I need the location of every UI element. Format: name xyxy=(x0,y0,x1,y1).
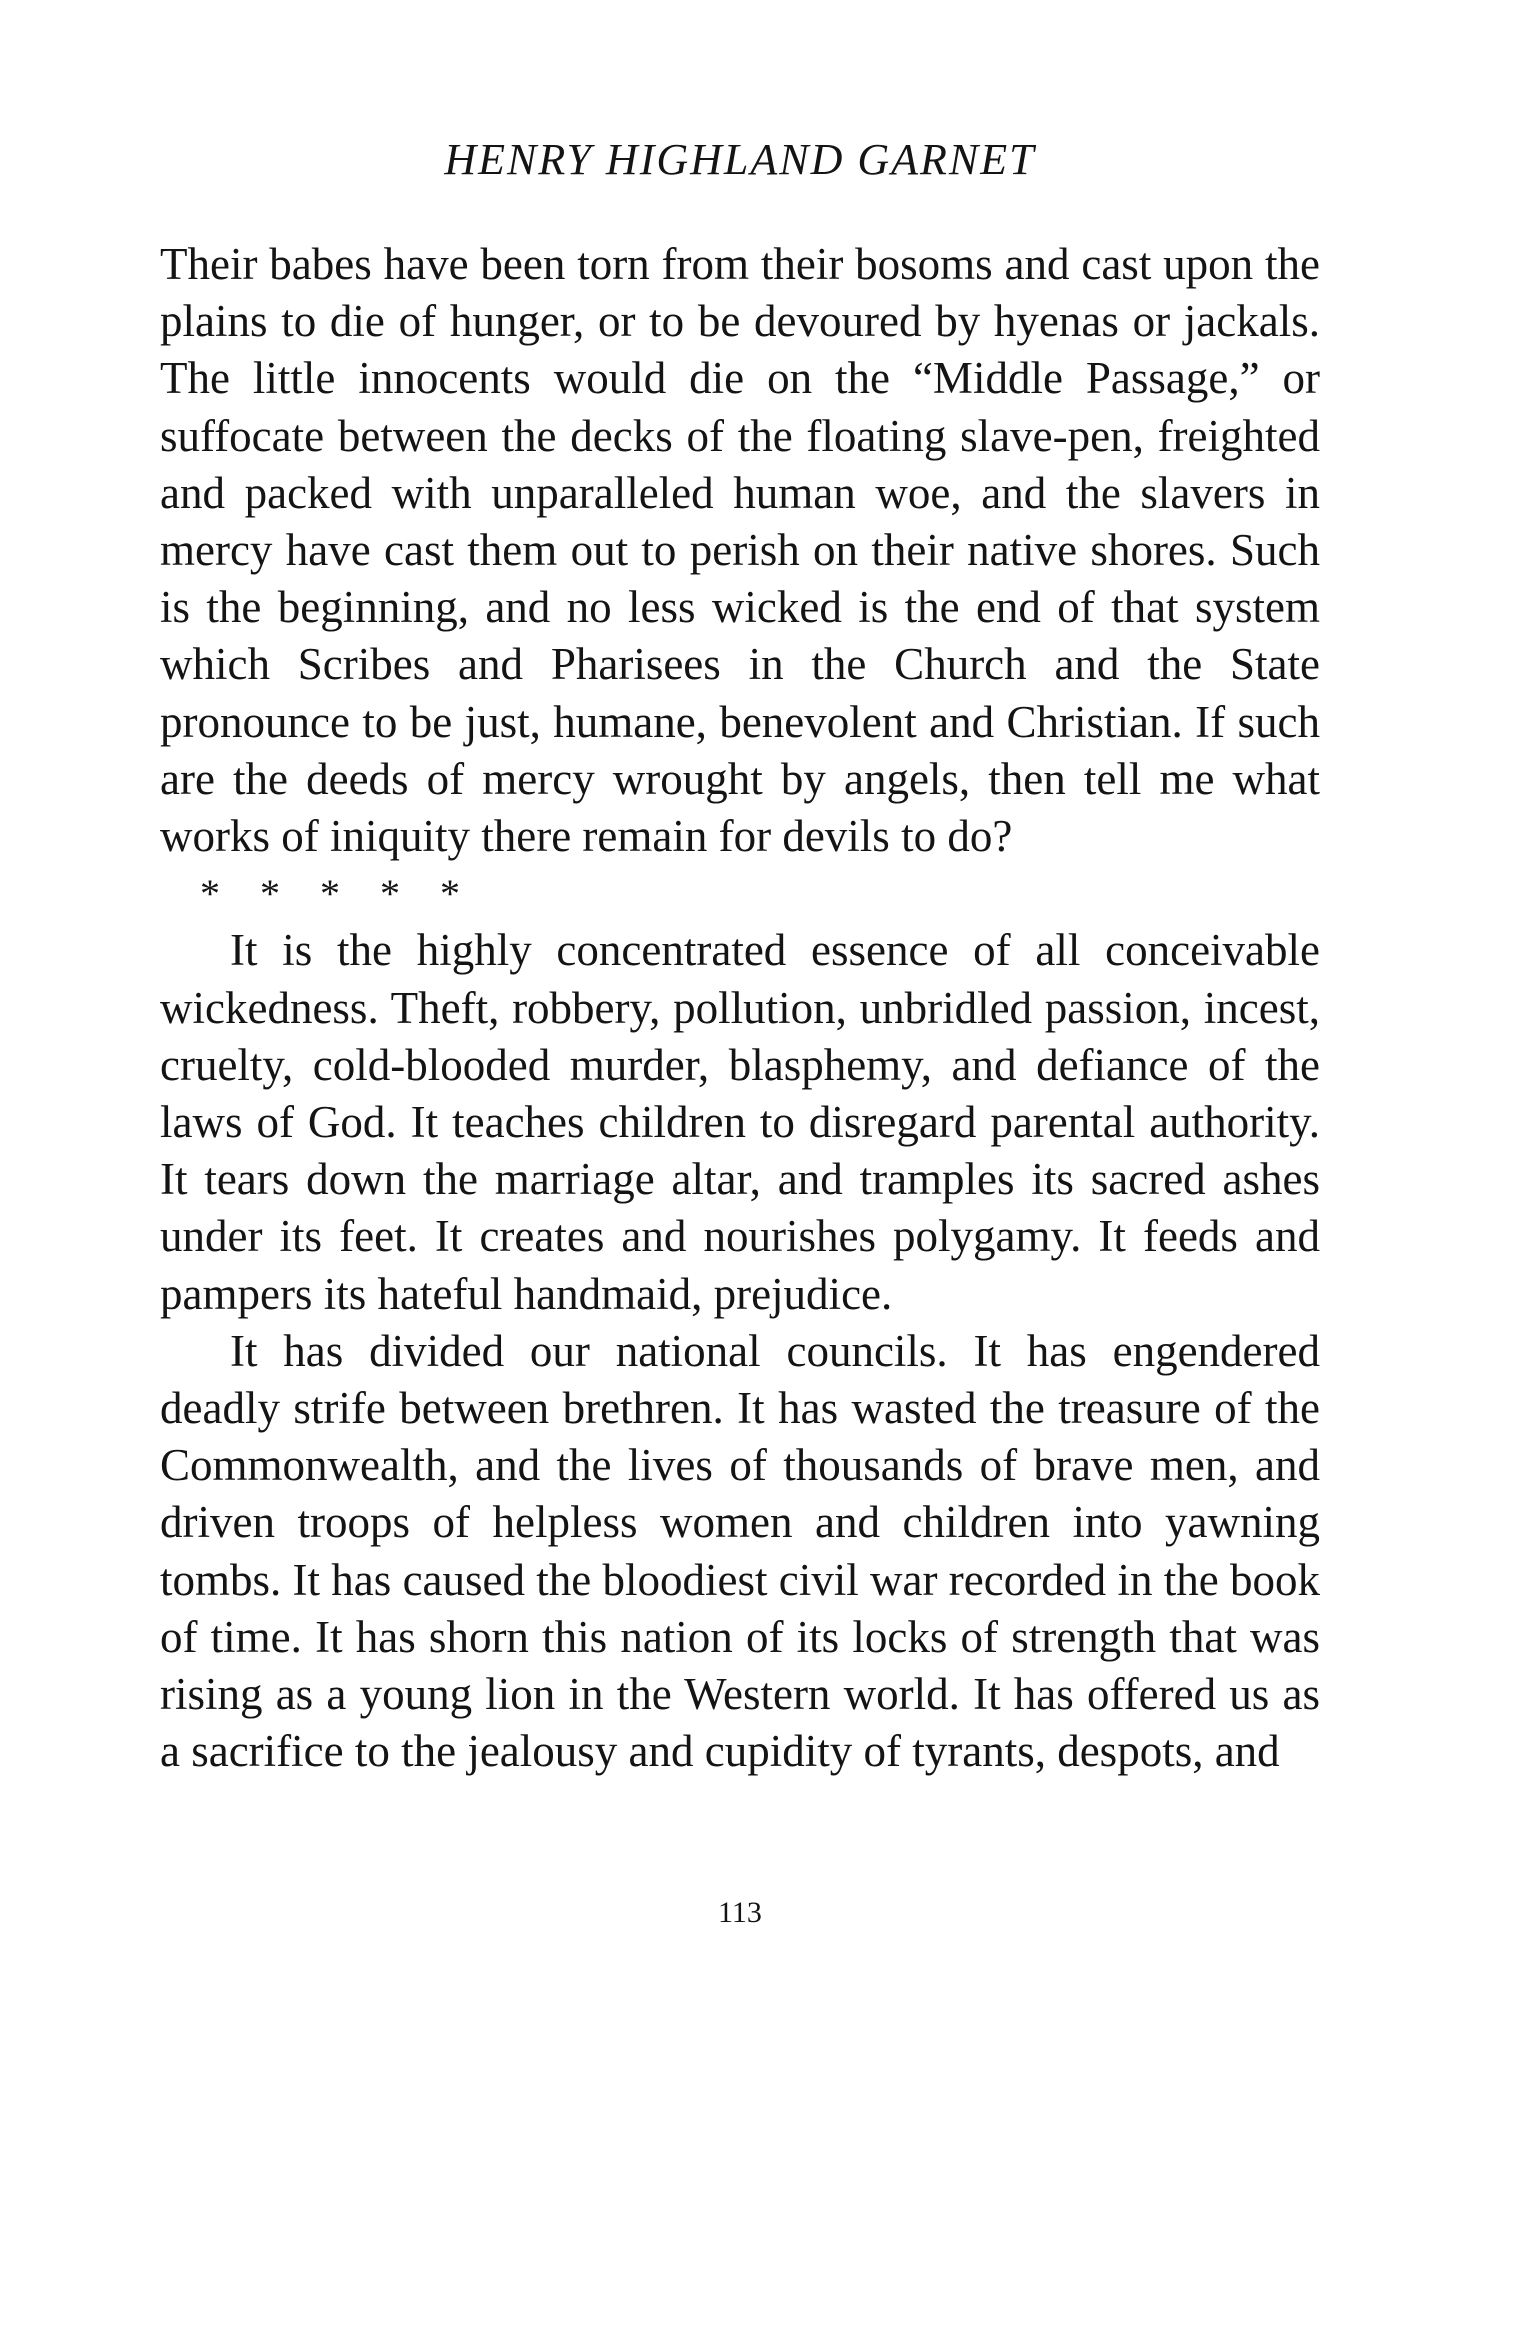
running-head: HENRY HIGHLAND GARNET xyxy=(444,135,1036,184)
page-number: 113 xyxy=(718,1896,762,1929)
paragraph-3: It has divided our national councils. It has engendered deadly strife between brethren. It has wasted the treasure of the Commonwealth, and the lives of thousands of brave men, and driven troops of helpless women and children into yawning tombs. It has caused the bloodiest civil war recorded in the book of time. It has shorn this nation of its locks of strength that was rising as a young lion in the Western world. It has offered us as a sacrifice to the jealousy and cupidity of tyrants, despots, and xyxy=(160,1325,1320,1777)
paragraph-2: It is the highly concentrated essence of all conceivable wickedness. Theft, robbery, pollution, unbridled passion, incest, cruelty, cold-blooded murder, blasphemy, and defiance of the laws of God. It teaches children to disregard parental authority. It tears down the marriage altar, and tramples its sacred ashes under its feet. It creates and nourishes polygamy. It feeds and pampers its hateful handmaid, prejudice. xyxy=(160,925,1320,1319)
paragraph-1: Their babes have been torn from their bosoms and cast upon the plains to die of hunger, or to be devoured by hyenas or jackals. The little innocents would die on the “Middle Passage,” or suffocate between the decks of the floating slave-pen, freighted and packed with unparalleled human woe, and the slavers in mercy have cast them out to perish on their native shores. Such is the beginning, and no less wicked is the end of that system which Scribes and Pharisees in the Church and the State pronounce to be just, humane, benevolent and Christian. If such are the deeds of mercy wrought by angels, then tell me what works of iniquity there remain for devils to do? xyxy=(160,239,1320,862)
section-separator: * * * * * xyxy=(200,871,460,917)
page-body xyxy=(160,236,1320,1780)
